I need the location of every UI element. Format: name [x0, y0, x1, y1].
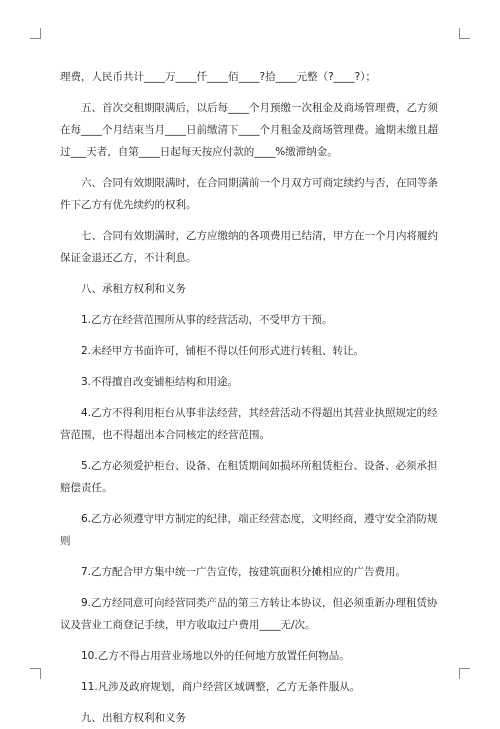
paragraph-section-6-renewal: 六、合同有效期限满时，在合同期满前一个月双方可商定续约与否，在同等条件下乙方有优先续约的权利。 — [60, 177, 438, 211]
paragraph-tenant-item-5: 5.乙方必须爱护柜台、设备、在租赁期间如损坏所租赁柜台、设备、必须承担赔偿责任。 — [60, 460, 438, 494]
page-corner-mark-top-right — [459, 28, 470, 39]
paragraph-tenant-item-4: 4.乙方不得利用柜台从事非法经营，其经营活动不得超出其营业执照规定的经营范围，也不得超出本合同核定的经营范围。 — [60, 407, 438, 441]
paragraph-tenant-item-7: 7.乙方配合甲方集中统一广告宣传，按建筑面积分摊相应的广告费用。 — [81, 566, 407, 578]
paragraph-tenant-item-11: 11.凡涉及政府规划，商户经营区域调整，乙方无条件服从。 — [81, 681, 361, 693]
paragraph-fee-total: 理费，人民币共计____万____仟____佰____?拾____元整（?____?）； — [60, 71, 376, 83]
paragraph-tenant-item-2: 2.未经甲方书面许可，铺柜不得以任何形式进行转租、转让。 — [81, 345, 365, 357]
paragraph-tenant-item-6: 6.乙方必须遵守甲方制定的纪律，端正经营态度，文明经商，遵守安全消防规则 — [60, 513, 438, 547]
paragraph-tenant-item-1: 1.乙方在经营范围所从事的经营活动，不受甲方干预。 — [81, 314, 333, 326]
page-corner-mark-bottom-right — [459, 668, 470, 679]
page-corner-mark-bottom-left — [30, 668, 41, 679]
paragraph-section-5-rent-payment: 五、首次交租期限满后，以后每____个月预缴一次租金及商场管理费，乙方须在每____个月结束当月____日前缴清下____个月租金及商场管理费。逾期未缴且超过___天者，自第____日起每天按应付款的____%缴滞纳金。 — [60, 102, 438, 158]
paragraph-section-7-deposit-return: 七、合同有效期满时，乙方应缴纳的各项费用已结清，甲方在一个月内将履约保证金退还乙方，不计利息。 — [60, 230, 438, 264]
document-body — [60, 66, 440, 729]
section-heading-tenant-rights: 八、承租方权利和义务 — [81, 283, 186, 295]
page-corner-mark-top-left — [30, 28, 41, 39]
paragraph-tenant-item-9: 9.乙方经同意可向经营同类产品的第三方转让本协议，但必须重新办理租赁协议及营业工商登记手续，甲方收取过户费用____无/次。 — [60, 597, 438, 631]
paragraph-tenant-item-3: 3.不得擅自改变铺柜结构和用途。 — [81, 376, 239, 388]
paragraph-tenant-item-10: 10.乙方不得占用营业场地以外的任何地方放置任何物品。 — [81, 650, 350, 662]
section-heading-landlord-rights: 九、出租方权利和义务 — [81, 712, 186, 724]
